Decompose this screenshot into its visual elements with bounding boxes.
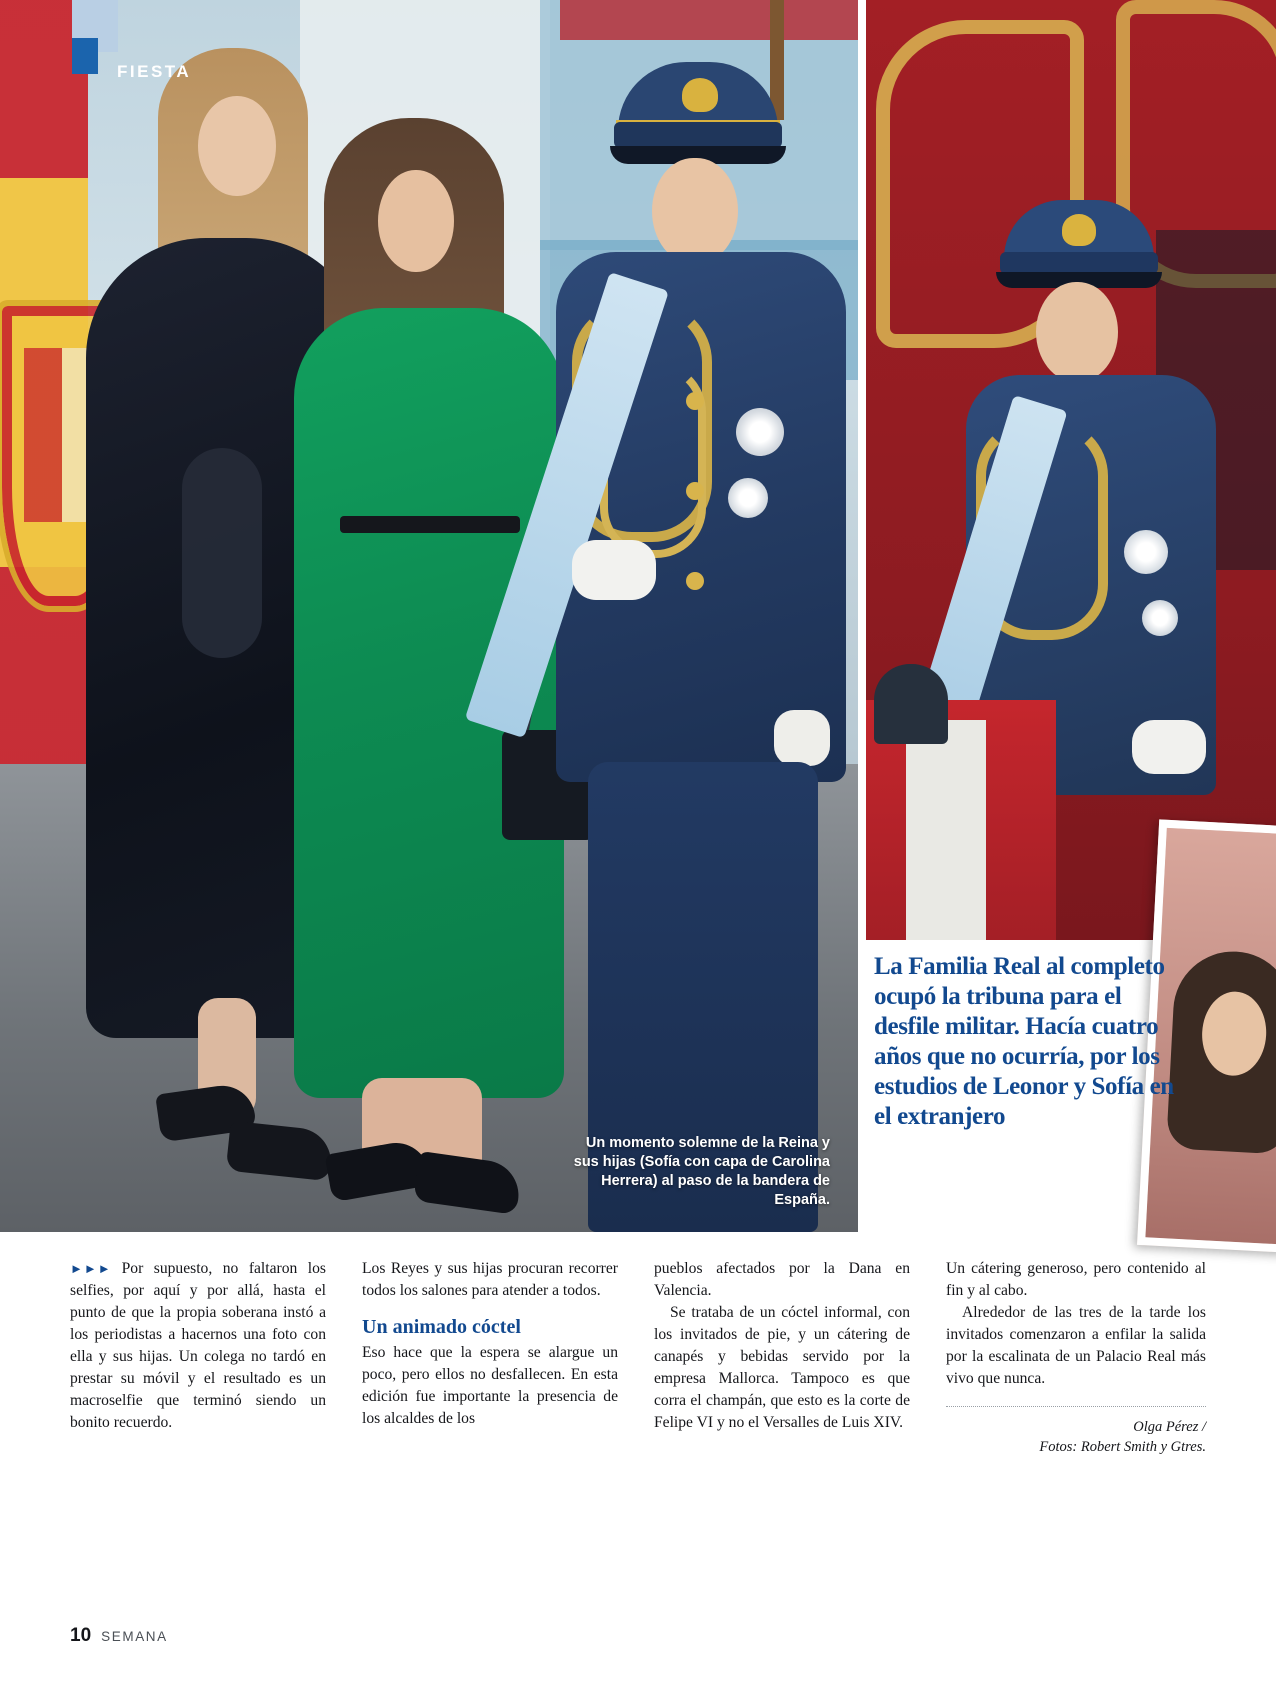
byline-author: Olga Pérez / bbox=[1133, 1418, 1206, 1435]
medal-star bbox=[1124, 530, 1168, 574]
royal-guard-uniform bbox=[866, 700, 1056, 940]
text-column-2 bbox=[362, 1258, 618, 1430]
paragraph-text: Por supuesto, no faltaron los selfies, por aquí y por allá, hasta el punto de que la propia soberana instó a los periodistas a hacernos una foto con ella y sus hijas. Un colega no tardó en prestar su móvil y el resultado es un macroselfie que terminó siendo un bonito recuerdo. bbox=[70, 1260, 326, 1431]
cap-band bbox=[614, 122, 782, 148]
magazine-name: SEMANA bbox=[101, 1629, 168, 1644]
paragraph: Los Reyes y sus hijas procuran recorrer todos los salones para atender a todos. bbox=[362, 1260, 618, 1299]
medal-star bbox=[1142, 600, 1178, 636]
uniform-button bbox=[686, 482, 704, 500]
white-glove bbox=[572, 540, 656, 600]
section-tag-label: FIESTA bbox=[117, 62, 192, 81]
text-column-1 bbox=[70, 1258, 326, 1434]
face bbox=[378, 170, 454, 272]
cap-band bbox=[1000, 252, 1158, 274]
cap-badge bbox=[682, 78, 718, 112]
person-princess-leonor bbox=[540, 62, 858, 1232]
uniform-button bbox=[686, 392, 704, 410]
sleeve bbox=[182, 448, 262, 658]
shoe-right bbox=[413, 1151, 523, 1215]
paragraph: Se trataba de un cóctel informal, con los invitados de pie, y un cátering de canapés y bebidas servido por la empresa Mallorca. Tampoco es que corra el champán, que esto es la corte de Felipe VI y no el Versalles de Luis XIV. bbox=[654, 1303, 910, 1431]
article-body bbox=[70, 1258, 1206, 1558]
white-glove bbox=[774, 710, 830, 766]
face bbox=[1036, 282, 1118, 382]
face bbox=[652, 158, 738, 264]
paragraph: pueblos afectados por la Dana en Valencia. bbox=[654, 1260, 910, 1299]
secondary-photo bbox=[866, 0, 1276, 940]
face bbox=[198, 96, 276, 196]
byline-credit bbox=[946, 1406, 1206, 1458]
subheading: Un animado cóctel bbox=[362, 1315, 521, 1338]
paragraph: Un cátering generoso, pero contenido al fin y al cabo. bbox=[946, 1260, 1206, 1299]
paragraph: Eso hace que la espera se alargue un poco, pero ellos no desfallecen. En esta edición fue importante la presencia de los alcaldes de los bbox=[362, 1343, 618, 1427]
byline-photos: Fotos: Robert Smith y Gtres. bbox=[1039, 1439, 1206, 1456]
pull-quote: La Familia Real al completo ocupó la tribuna para el desfile militar. Hacía cuatro años que no ocurría, por los estudios de Leonor y Sofía en el extranjero bbox=[874, 953, 1174, 1130]
medal-star bbox=[736, 408, 784, 456]
paragraph bbox=[70, 1258, 326, 1434]
main-photo-caption: Un momento solemne de la Reina y sus hijas (Sofía con capa de Carolina Herrera) al paso de la bandera de España. bbox=[573, 1134, 830, 1208]
text-column-4 bbox=[946, 1258, 1206, 1458]
main-photo bbox=[0, 0, 858, 1232]
belt bbox=[340, 516, 520, 533]
uniform-button bbox=[686, 572, 704, 590]
page-footer bbox=[70, 1625, 168, 1647]
medal-star bbox=[728, 478, 768, 518]
page-number: 10 bbox=[70, 1625, 92, 1646]
text-column-3 bbox=[654, 1258, 910, 1434]
paragraph: Alrededor de las tres de la tarde los invitados comenzaron a enfilar la salida por la escalinata de un Palacio Real más vivo que nunca. bbox=[946, 1303, 1206, 1387]
white-glove bbox=[1132, 720, 1206, 774]
photo-background-stripe bbox=[560, 0, 858, 40]
cap-badge bbox=[1062, 214, 1096, 246]
continuation-arrows-icon: ►►► bbox=[70, 1261, 112, 1276]
